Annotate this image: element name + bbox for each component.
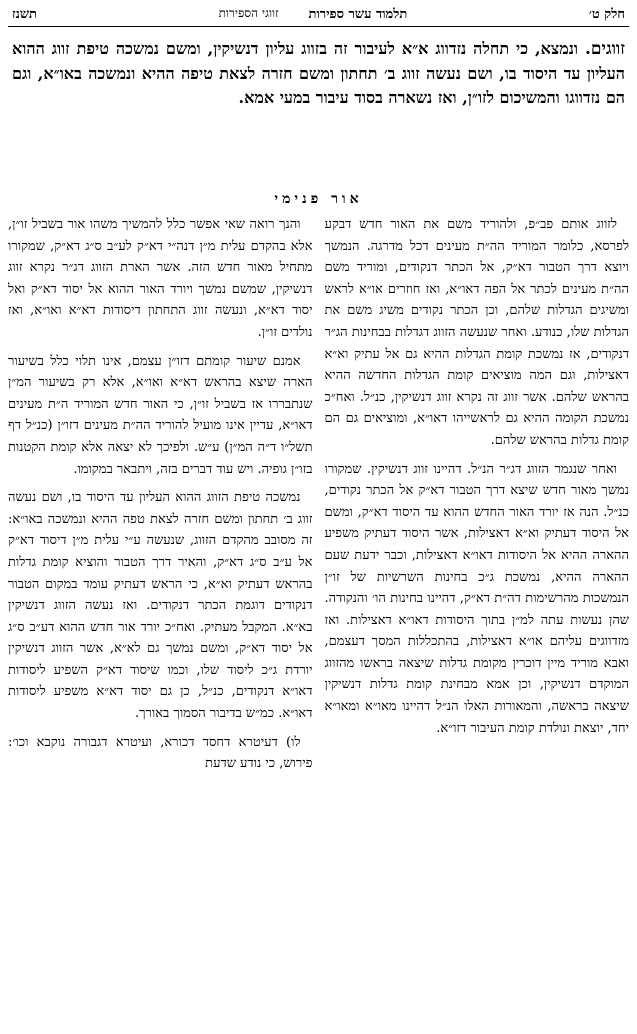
main-text-lead: זווגים.	[584, 39, 625, 59]
main-text	[12, 37, 625, 157]
commentary-title: אור פנימי	[274, 191, 363, 207]
commentary-paragraph: לו) דעיטרא דחסד דכורא, ועיטרא דגבורה נוקבא וכו׳: פירוש, כי נודע שדעת	[8, 734, 313, 772]
commentary-paragraph: אמנם שיעור קומתם דזו״ן עצמם, אינו תלוי כלל בשיעור הארה שיצא בהראש דא״א ואו״א, אלא רק בשיעור המ״ן שנתבררו אז בשביל זו״ן, כי האור חדש המוריד ה״ת מעינים דאו״א, עדיין אינו מועיל להוריד הה״ת מעינים דזו״ן (כנ״ל דף תשל״ו ד״ה המ״ן) ע״ש. ולפיכך לא יצאה אלא קומת הקטנות בזו״ן גופיה. ויש עוד דברים בזה, ויתבאר במקומו.	[8, 353, 313, 477]
commentary-paragraph: לזווג אותם פב״פ, ולהוריד משם את האור חדש דבקע לפרסא, כלומר המוריד הה״ת מעינים דכל מדרגה. הנמשך ויוצא דרך הטבור דא״ק, אל הכתר דנקודים, ומוריד משם הה״ת מעינים לכתר אל הפה דאו״א, ואז חוזרים או״א לראש ומשיגים הגדלות שלהם, וכן הכתר נקודים משיג משם את הגדלות שלו, כנודע. ואחר שנעשה הזווג דגדלות בבחינות הג״ר דנקודים, אז נמשכת קומת הגדלות ההיא גם אל עתיק וא״א דאצילות, וגם המה מוציאים קומת הגדלות החדשה ההיא בהראש שלהם. אשר זווג זה נקרא זווג דנשיקין, כנ״ל. ואח״כ נמשכת הקומה ההיא גם לראשייהו דאו״א, ומוציאים גם הם קומת גדלות בהראש שלהם.	[324, 217, 629, 448]
header-book-title: תלמוד עשר ספירות	[308, 7, 408, 22]
commentary-right-column	[325, 214, 630, 1034]
header-titles	[219, 6, 408, 22]
header-section: זווגי הספירות	[218, 6, 279, 20]
header-page-number: תשנז	[12, 7, 37, 22]
main-text-body: ונמצא, כי תחלה נזדווג א״א לעיבור זה בזווג עליון דנשיקין, ומשם נמשכה טיפת זווג ההוא העליון עד היסוד בו, ושם נעשה זווג ב׳ תחתון ומשם חזרה לצאת טיפה ההיא ונמשכה באו״א, וגם הם נזדווגו והמשיכום לזו״ן, ואז נשארה בסוד עיבור במעי אמא.	[12, 39, 625, 107]
commentary-paragraph: והנך רואה שאי אפשר כלל להמשיך משהו אור בשביל זו״ן, אלא בהקדם עלית מ״ן דנה״י דא״ק לע״ב ס״ג דא״ק, שמקורו מתחיל מאור חדש הזה. אשר הארת הזווג דג״ר נקרא זווג דנשיקין, שמשם נמשך ויורד האור ההוא אל יסוד דא״ק ואל יסוד דא״א, ונעשה זווג התחתון דיסודות דא״א ואו״א, ואז נולדים זו״ן.	[8, 217, 313, 340]
page-header	[8, 6, 629, 27]
commentary-left-column	[8, 214, 313, 1034]
commentary-paragraph: ואחר שנגמר הזווג דג״ר הנ״ל. דהיינו זווג דנשיקין. שמקורו נמשך מאור חדש שיצא דרך הטבור דא״ק אל הכתר נקודים, כנ״ל. הנה אז יורד האור החדש ההוא עד היסוד דא״ק, ומשם אל היסוד דעתיק וא״א דאצילות, אשר היסוד דעתיק משפיע ההארה ההיא אל היסודות דאו״א דאצילות, וכבר ידעת שעם ההארה ההיא, נמשכת ג״כ בחינות השרשיות של זו״ן הנמשכות מהרשימות דה״ת דא״ק, דהיינו בחינות הו׳ והנקודה. שהן נעשות עתה למ״ן בתוך היסודות דאו״א דאצילות. ואז מזדווגים עליהם או״א דאצילות, בהתכללות המסך דעצמם, ואבא מוריד מיין דוכרין מקומת גדלות שיצאה בראשו מהזווג המוקדם דנשיקין, וכן אמא מבחינת קומת גדלות דנשיקין שיצאה בראשה, והמאורות האלו הנ״ל דהיינו מאו״א ומאו״א יחד, יוצאת ונולדת קומת העיבור דזו״א.	[324, 461, 629, 736]
commentary-columns	[8, 214, 629, 1034]
commentary-paragraph: נמשכה טיפת הזווג ההוא העליון עד היסוד בו, ושם נעשה זווג ב׳ תחתון ומשם חזרה לצאת טפה ההיא ונמשכה באו״א: זה מסובב מהקדם הזווג, שנעשה ע״י עלית מ״ן דיסוד דא״ק אל ע״ב ס״ג דא״ק, והאיר דרך הטבור והוציא קומת גדלות בהראש דעתיק וא״א, כי הראש דעתיק עומד במקום הטבור דנקודים דוגמת הכתר דנקודים. ואז נעשה הזווג דנשיקין בא״א. המקבל מעתיק. ואח״כ יורד אור חדש ההוא דע״ב ס״ג אל יסוד דא״ק, ומשם נמשך גם לא״א, אשר הזווג דנשיקין יורדת ג״כ ליסוד שלו, וכמו שיסוד דא״ק השפיע ליסודות דאו״א דנקודים, כנ״ל, כן גם יסוד דא״א משפיע ליסודות דאו״א. כמ״ש בדיבור הסמוך באורך.	[8, 490, 313, 722]
header-part: חלק ט׳	[588, 7, 625, 22]
